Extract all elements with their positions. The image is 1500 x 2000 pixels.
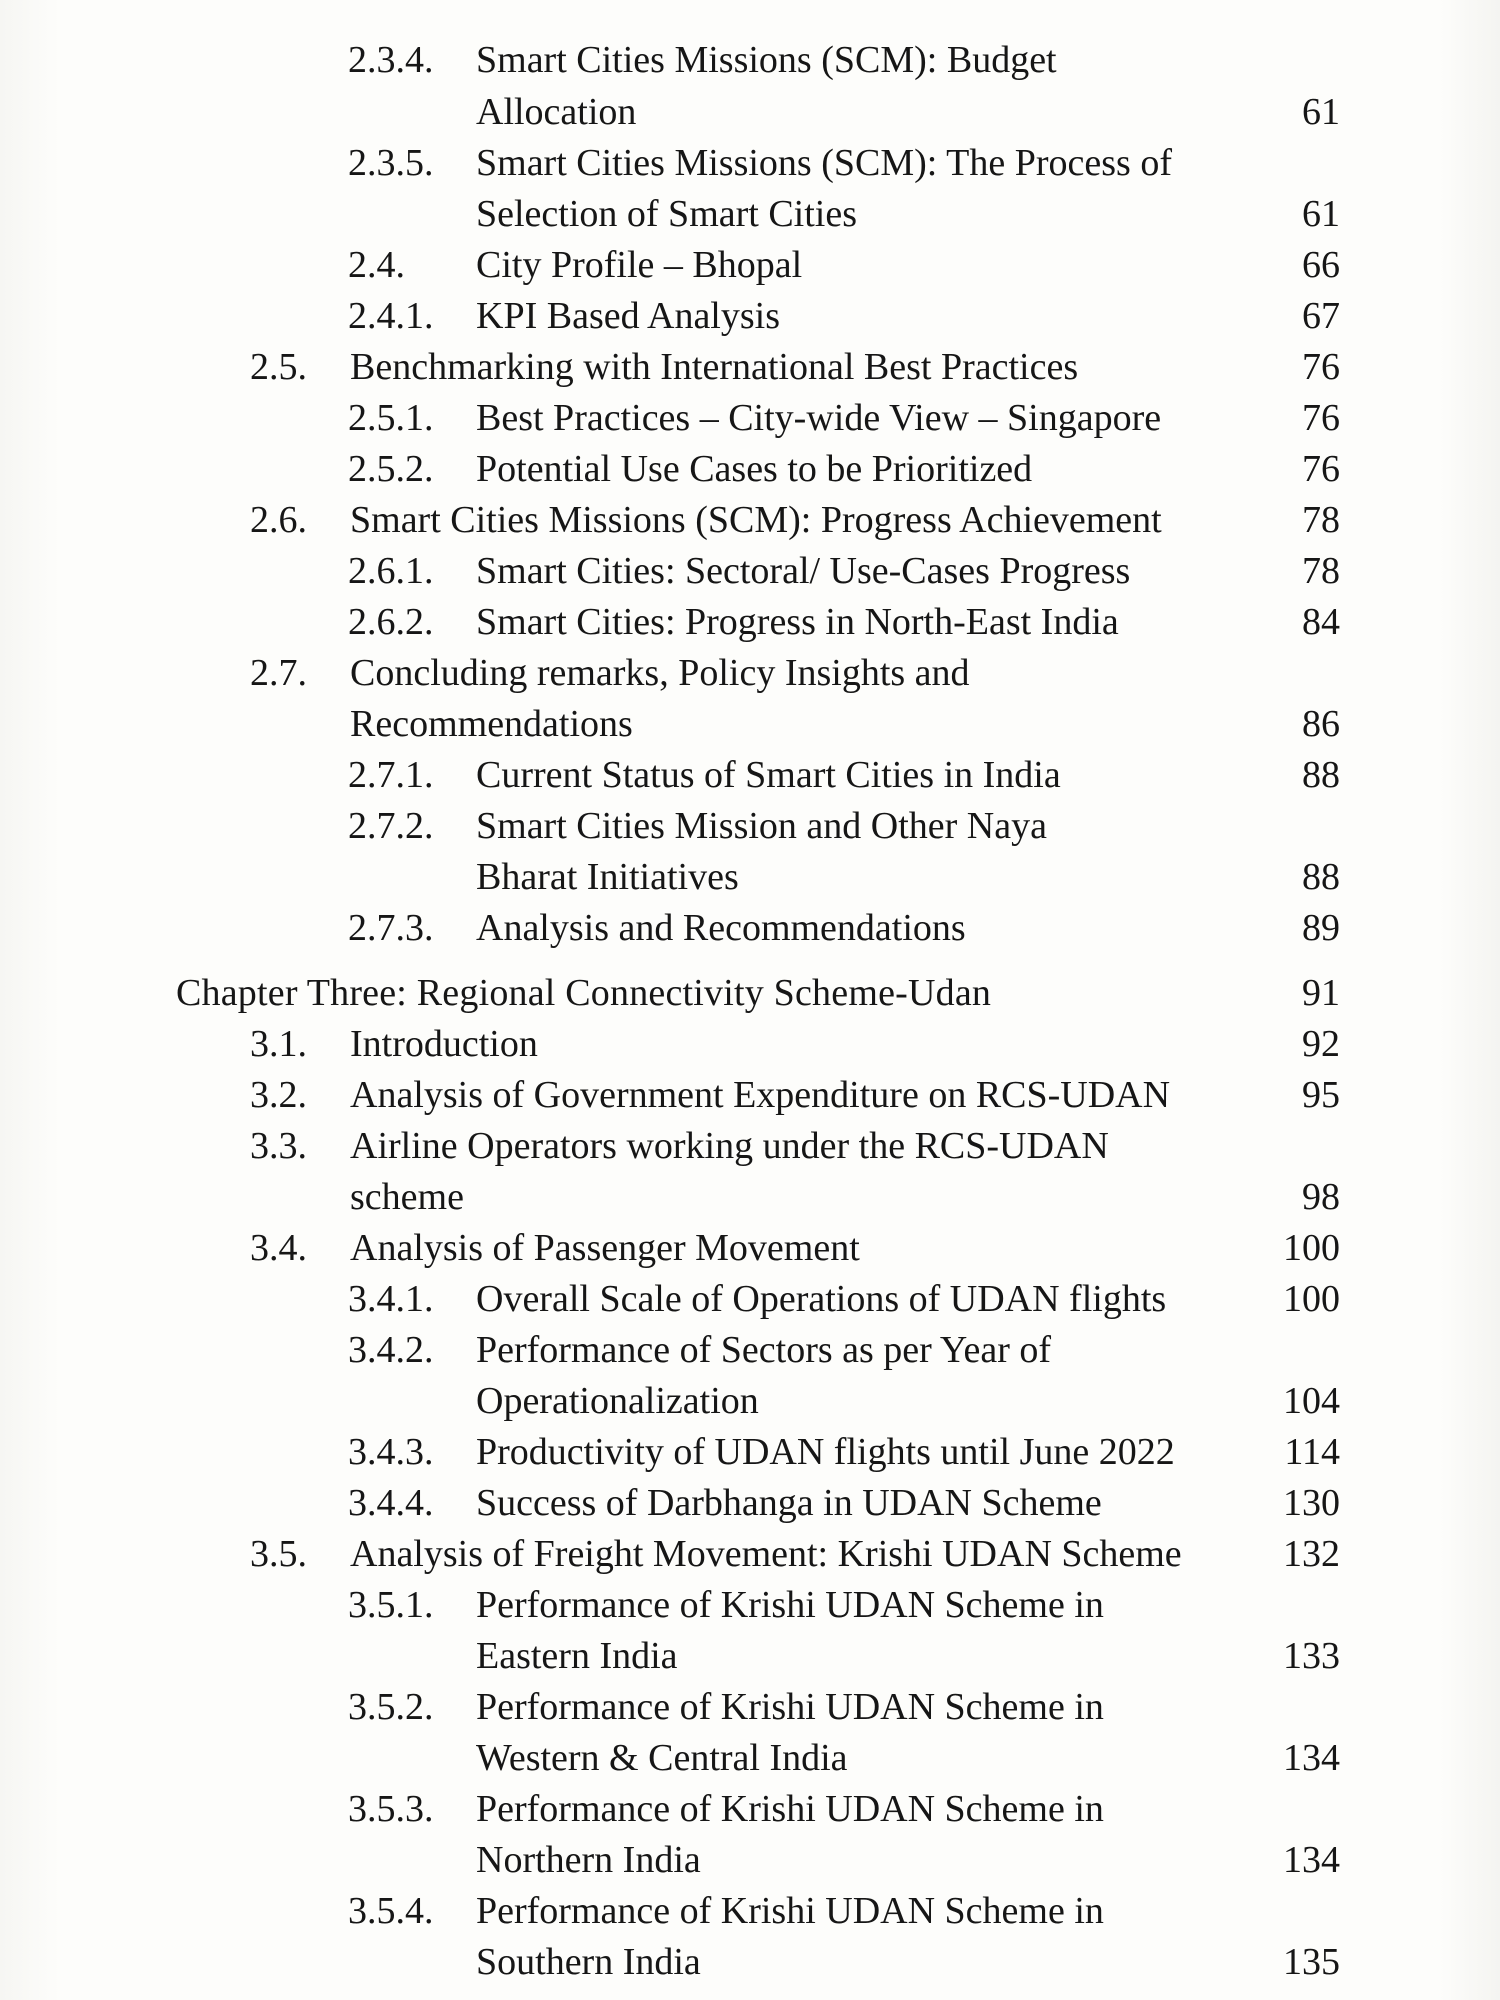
toc-entry-title-continuation: Eastern India — [476, 1635, 678, 1677]
toc-entry-2-5-2 — [0, 444, 1500, 494]
toc-entry-3-5-2-cont — [0, 1733, 1500, 1783]
toc-entry-title: KPI Based Analysis — [476, 295, 780, 337]
toc-entry-2-4 — [0, 240, 1500, 290]
toc-entry-number: 2.5. — [250, 346, 307, 388]
toc-entry-2-6 — [0, 495, 1500, 545]
toc-entry-2-3-4-cont — [0, 87, 1500, 137]
toc-entry-2-3-5 — [0, 138, 1500, 188]
toc-entry-3-1 — [0, 1019, 1500, 1069]
toc-entry-2-3-5-cont — [0, 189, 1500, 239]
toc-entry-title: Performance of Krishi UDAN Scheme in — [476, 1584, 1104, 1626]
toc-entry-page: 88 — [1302, 856, 1340, 898]
toc-entry-number: 2.4. — [348, 244, 405, 286]
toc-entry-number: 2.3.5. — [348, 142, 434, 184]
toc-entry-3-4-1 — [0, 1274, 1500, 1324]
toc-entry-title: Performance of Krishi UDAN Scheme in — [476, 1890, 1104, 1932]
toc-entry-title: Analysis of Freight Movement: Krishi UDAN Scheme — [350, 1533, 1182, 1575]
toc-entry-number: 3.5.2. — [348, 1686, 434, 1728]
toc-entry-page: 134 — [1283, 1839, 1340, 1881]
toc-entry-2-7-2-cont — [0, 852, 1500, 902]
toc-entry-2-3-4 — [0, 35, 1500, 85]
toc-entry-page: 76 — [1302, 346, 1340, 388]
toc-entry-title: Smart Cities Missions (SCM): Budget — [476, 39, 1057, 81]
toc-entry-3-5-3 — [0, 1784, 1500, 1834]
toc-entry-page: 134 — [1283, 1737, 1340, 1779]
toc-entry-3-5-4-cont — [0, 1937, 1500, 1987]
toc-entry-number: 2.6.2. — [348, 601, 434, 643]
toc-entry-title: Introduction — [350, 1023, 538, 1065]
toc-entry-title-continuation: Southern India — [476, 1941, 701, 1983]
toc-entry-number: 3.4.2. — [348, 1329, 434, 1371]
toc-entry-3-4-4 — [0, 1478, 1500, 1528]
toc-entry-title: Smart Cities: Progress in North-East India — [476, 601, 1119, 643]
toc-entry-page: 114 — [1284, 1431, 1340, 1473]
toc-entry-page: 84 — [1302, 601, 1340, 643]
toc-entry-page: 104 — [1283, 1380, 1340, 1422]
toc-entry-number: 2.6. — [250, 499, 307, 541]
toc-entry-number: 3.1. — [250, 1023, 307, 1065]
toc-entry-title: Current Status of Smart Cities in India — [476, 754, 1061, 796]
toc-entry-page: 86 — [1302, 703, 1340, 745]
toc-entry-number: 3.5. — [250, 1533, 307, 1575]
toc-entry-page: 100 — [1283, 1278, 1340, 1320]
toc-entry-3-3 — [0, 1121, 1500, 1171]
toc-entry-title: Performance of Krishi UDAN Scheme in — [476, 1788, 1104, 1830]
toc-entry-title-continuation: Selection of Smart Cities — [476, 193, 858, 235]
toc-entry-number: 3.5.1. — [348, 1584, 434, 1626]
toc-entry-title-continuation: Operationalization — [476, 1380, 759, 1422]
toc-entry-title: Analysis and Recommendations — [476, 907, 966, 949]
toc-entry-number: 3.5.3. — [348, 1788, 434, 1830]
toc-entry-page: 67 — [1302, 295, 1340, 337]
toc-entry-number: 3.4. — [250, 1227, 307, 1269]
toc-entry-page: 61 — [1302, 193, 1340, 235]
toc-entry-page: 61 — [1302, 91, 1340, 133]
toc-entry-number: 2.3.4. — [348, 39, 434, 81]
toc-entry-page: 76 — [1302, 448, 1340, 490]
toc-entry-3-4-3 — [0, 1427, 1500, 1477]
toc-entry-page: 89 — [1302, 907, 1340, 949]
toc-entry-2-7-cont — [0, 699, 1500, 749]
toc-entry-title: Concluding remarks, Policy Insights and — [350, 652, 970, 694]
toc-entry-3-4 — [0, 1223, 1500, 1273]
toc-entry-title: Smart Cities Missions (SCM): The Process of — [476, 142, 1172, 184]
toc-entry-title: Overall Scale of Operations of UDAN flights — [476, 1278, 1167, 1320]
toc-entry-number: 3.5.4. — [348, 1890, 434, 1932]
toc-entry-3-3-cont — [0, 1172, 1500, 1222]
toc-entry-title: Smart Cities: Sectoral/ Use-Cases Progress — [476, 550, 1131, 592]
toc-entry-title: Success of Darbhanga in UDAN Scheme — [476, 1482, 1102, 1524]
toc-entry-2-5-1 — [0, 393, 1500, 443]
toc-entry-page: 95 — [1302, 1074, 1340, 1116]
toc-entry-3-4-2 — [0, 1325, 1500, 1375]
chapter-title: Chapter Three: Regional Connectivity Scheme-Udan — [176, 972, 992, 1014]
toc-entry-number: 2.5.1. — [348, 397, 434, 439]
toc-entry-page: 133 — [1283, 1635, 1340, 1677]
toc-entry-number: 2.6.1. — [348, 550, 434, 592]
toc-entry-2-7-1 — [0, 750, 1500, 800]
toc-entry-title: Smart Cities Missions (SCM): Progress Achievement — [350, 499, 1162, 541]
toc-entry-title-continuation: Allocation — [476, 91, 637, 133]
toc-entry-title-continuation: Western & Central India — [476, 1737, 848, 1779]
toc-entry-title: Benchmarking with International Best Practices — [350, 346, 1079, 388]
toc-entry-title: Productivity of UDAN flights until June 2022 — [476, 1431, 1175, 1473]
toc-entry-2-4-1 — [0, 291, 1500, 341]
toc-entry-3-5-2 — [0, 1682, 1500, 1732]
toc-entry-number: 3.2. — [250, 1074, 307, 1116]
toc-entry-page: 66 — [1302, 244, 1340, 286]
toc-entry-3-2 — [0, 1070, 1500, 1120]
toc-entry-number: 2.5.2. — [348, 448, 434, 490]
toc-entry-2-7-2 — [0, 801, 1500, 851]
toc-entry-2-7-3 — [0, 903, 1500, 953]
toc-entry-2-6-2 — [0, 597, 1500, 647]
toc-entry-page: 132 — [1283, 1533, 1340, 1575]
toc-entry-page: 130 — [1283, 1482, 1340, 1524]
toc-entry-title: Airline Operators working under the RCS-UDAN — [350, 1125, 1109, 1167]
toc-entry-page: 98 — [1302, 1176, 1340, 1218]
toc-entry-number: 3.4.4. — [348, 1482, 434, 1524]
toc-entry-2-5 — [0, 342, 1500, 392]
toc-entry-title: City Profile – Bhopal — [476, 244, 803, 286]
toc-entry-3-4-2-cont — [0, 1376, 1500, 1426]
toc-entry-title: Performance of Krishi UDAN Scheme in — [476, 1686, 1104, 1728]
toc-entry-title: Smart Cities Mission and Other Naya — [476, 805, 1047, 847]
toc-entry-number: 3.3. — [250, 1125, 307, 1167]
toc-entry-title-continuation: Bharat Initiatives — [476, 856, 739, 898]
toc-entry-page: 100 — [1283, 1227, 1340, 1269]
toc-entry-number: 2.7.2. — [348, 805, 434, 847]
toc-chapter-three — [0, 968, 1500, 1018]
toc-entry-title: Potential Use Cases to be Prioritized — [476, 448, 1033, 490]
toc-entry-2-7 — [0, 648, 1500, 698]
toc-entry-3-5-4 — [0, 1886, 1500, 1936]
toc-entry-number: 2.7.1. — [348, 754, 434, 796]
toc-entry-page: 78 — [1302, 499, 1340, 541]
toc-entry-title: Analysis of Passenger Movement — [350, 1227, 860, 1269]
toc-entry-title-continuation: Recommendations — [350, 703, 633, 745]
toc-entry-number: 3.4.1. — [348, 1278, 434, 1320]
toc-entry-number: 2.7.3. — [348, 907, 434, 949]
toc-entry-page: 135 — [1283, 1941, 1340, 1983]
toc-entry-3-5-3-cont — [0, 1835, 1500, 1885]
toc-entry-3-5-1 — [0, 1580, 1500, 1630]
toc-entry-title: Analysis of Government Expenditure on RCS-UDAN — [350, 1074, 1171, 1116]
toc-entry-number: 2.7. — [250, 652, 307, 694]
toc-entry-title-continuation: Northern India — [476, 1839, 701, 1881]
toc-entry-title: Performance of Sectors as per Year of — [476, 1329, 1052, 1371]
toc-entry-number: 2.4.1. — [348, 295, 434, 337]
toc-entry-2-6-1 — [0, 546, 1500, 596]
toc-entry-3-5-1-cont — [0, 1631, 1500, 1681]
toc-entry-page: 78 — [1302, 550, 1340, 592]
toc-entry-page: 88 — [1302, 754, 1340, 796]
toc-entry-number: 3.4.3. — [348, 1431, 434, 1473]
toc-entry-page: 76 — [1302, 397, 1340, 439]
toc-entry-title: Best Practices – City-wide View – Singapore — [476, 397, 1162, 439]
toc-entry-page: 91 — [1302, 972, 1340, 1014]
toc-entry-3-5 — [0, 1529, 1500, 1579]
toc-entry-page: 92 — [1302, 1023, 1340, 1065]
toc-entry-title-continuation: scheme — [350, 1176, 464, 1218]
